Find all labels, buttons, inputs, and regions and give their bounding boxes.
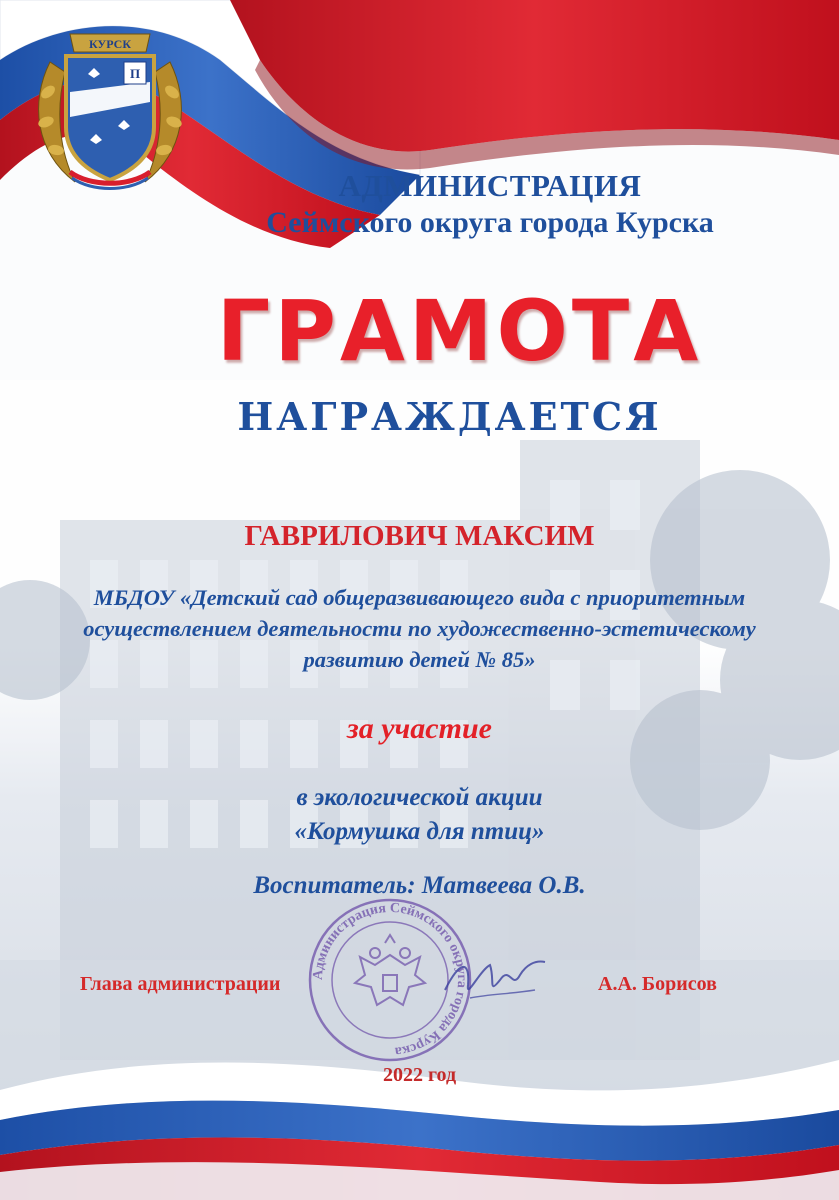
event-line-2: «Кормушка для птиц» <box>294 818 545 845</box>
awarded-heading: НАГРАЖДАЕТСЯ <box>237 394 662 439</box>
award-reason: за участие <box>347 712 492 745</box>
organization-line-2: осуществлением деятельности по художественно-эстетическому <box>83 616 756 641</box>
signature-name: А.А. Борисов <box>598 973 717 995</box>
certificate-title: ГРАМОТА <box>216 282 703 380</box>
certificate-year: 2022 год <box>382 1064 457 1086</box>
signature-scribble <box>440 950 550 1010</box>
teacher-line: Воспитатель: Матвеева О.В. <box>253 872 586 899</box>
svg-text:КУРСК: КУРСК <box>88 37 132 51</box>
svg-text:П: П <box>129 66 141 81</box>
organization-block <box>0 582 839 675</box>
event-line-1: в экологической акции <box>296 784 543 811</box>
organization-line-3: развитию детей № 85» <box>303 647 536 672</box>
event-block <box>0 781 839 849</box>
svg-text:Администрация Сеймского округа: Администрация Сеймского округа города Курска <box>310 900 470 1059</box>
header-line-2: Сеймского округа города Курска <box>266 206 714 239</box>
signature-role: Глава администрации <box>80 973 281 995</box>
organization-line-1: МБДОУ «Детский сад общеразвивающего вида с приоритетным <box>93 585 746 610</box>
header-line-1: АДМИНИСТРАЦИЯ <box>338 168 642 203</box>
recipient-name: ГАВРИЛОВИЧ МАКСИМ <box>244 520 595 552</box>
